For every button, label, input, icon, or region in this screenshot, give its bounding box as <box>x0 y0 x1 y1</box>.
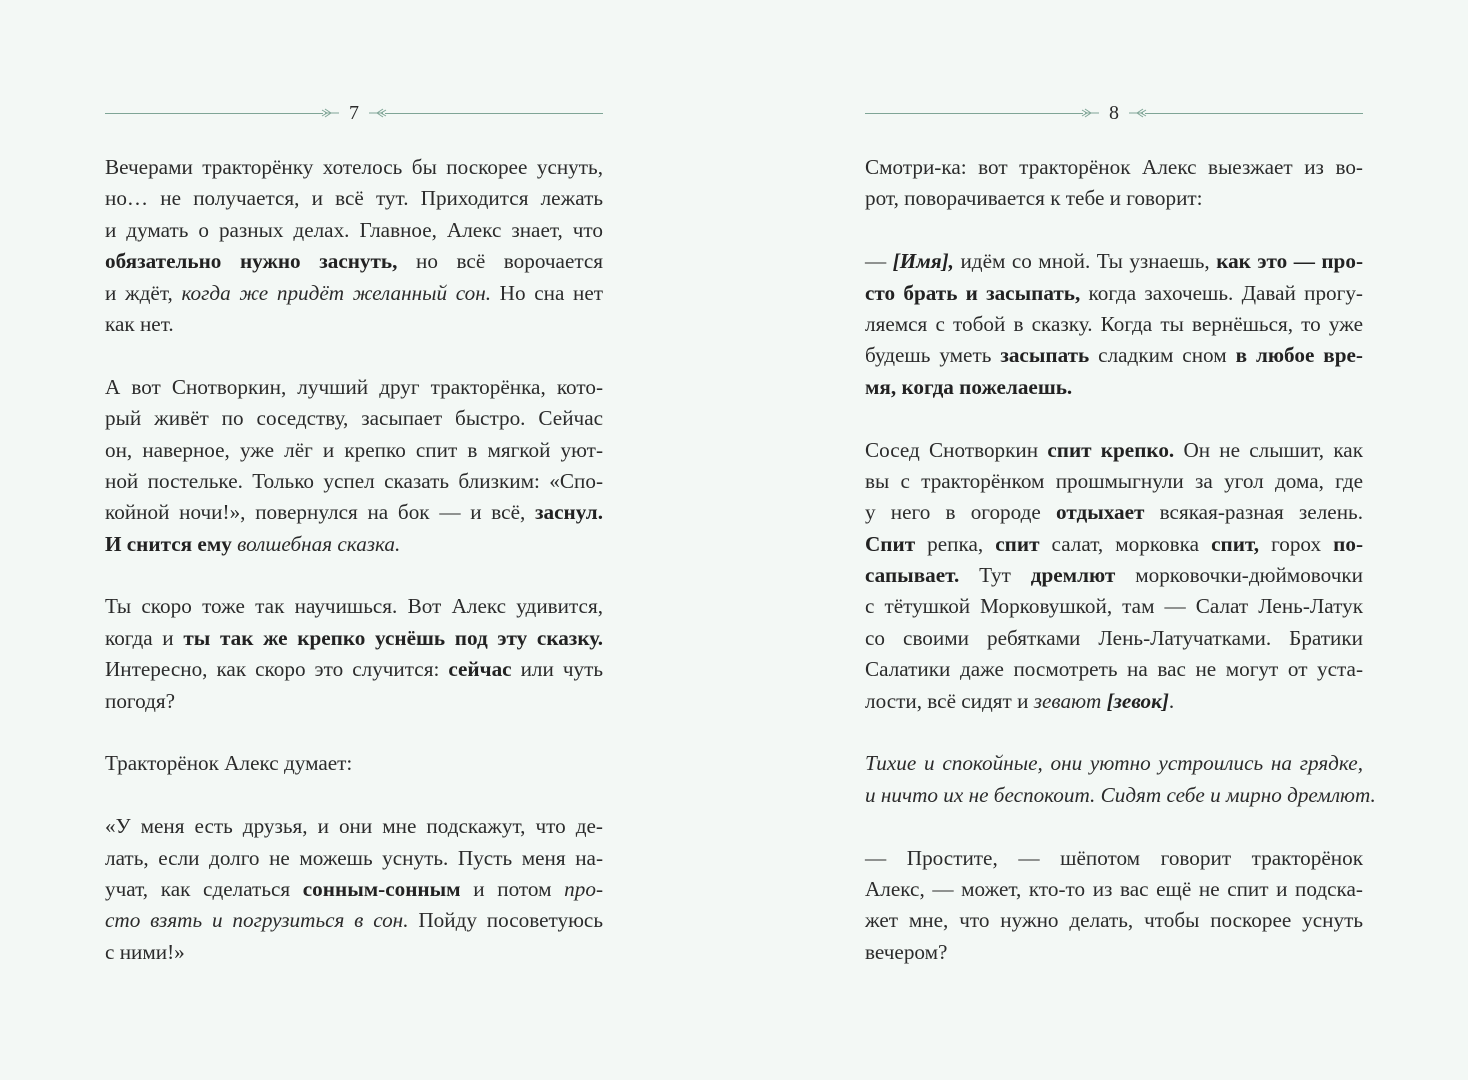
text-run: с ними!» <box>105 939 185 964</box>
italic-text: сто взять и погрузиться в сон. <box>105 908 409 933</box>
text-run: рый живёт по соседству, засыпает быстро. Сейчас <box>105 406 603 431</box>
bold-text: сонным-сонным <box>302 876 461 901</box>
body-text <box>865 152 1376 1000</box>
bold-text: ты так же крепко уснёшь под эту сказку. <box>183 625 603 650</box>
text-line <box>865 905 1363 936</box>
text-run: всякая-разная зелень. <box>1144 500 1363 525</box>
text-run: но всё ворочается <box>397 249 604 274</box>
text-run: лать, если долго не можешь уснуть. Пусть меня на- <box>105 845 603 870</box>
text-line <box>105 811 603 842</box>
text-run: Ты скоро тоже так научишься. Вот Алекс удивится, <box>105 594 603 619</box>
header-rule-right <box>385 113 603 114</box>
text-line <box>865 623 1363 654</box>
text-run: жет мне, что нужно делать, чтобы поскорее уснуть <box>865 908 1363 933</box>
page-number: 7 <box>349 102 359 124</box>
bold-text: сто брать и засыпать, <box>865 280 1081 305</box>
text-run: репка, <box>915 531 996 556</box>
body-text <box>105 152 603 1000</box>
text-line <box>105 183 603 214</box>
page-number: 8 <box>1109 102 1119 124</box>
text-line <box>105 215 603 246</box>
text-line <box>105 843 603 874</box>
text-line <box>105 623 603 654</box>
text-line <box>865 246 1363 277</box>
text-run: «У меня есть друзья, и они мне подскажут, что де- <box>105 814 603 839</box>
text-run: — Простите, — шёпотом говорит тракторёнок <box>865 845 1363 870</box>
paragraph <box>105 591 603 717</box>
text-line <box>105 152 603 183</box>
text-run: когда и <box>105 625 184 650</box>
text-line <box>105 309 603 340</box>
text-run: Пойду посоветуюсь <box>408 908 603 933</box>
text-line <box>105 937 603 968</box>
text-run: вечером? <box>865 939 948 964</box>
text-line <box>865 497 1363 528</box>
text-run: но… не получается, и всё тут. Приходится лежать <box>105 186 603 211</box>
text-line <box>865 560 1363 591</box>
bold-text: спит, <box>1211 531 1260 556</box>
text-run: погодя? <box>105 688 176 713</box>
text-run: Алекс, — может, кто-то из вас ещё не спит и подска- <box>865 876 1363 901</box>
text-run: ной постельке. Только успел сказать близким: «Спо- <box>105 468 603 493</box>
text-run: лости, всё сидят и <box>865 688 1034 713</box>
text-line <box>105 403 603 434</box>
text-line <box>865 340 1363 371</box>
text-line <box>105 278 603 309</box>
text-run: Тут <box>959 563 1031 588</box>
text-run: салат, морковка <box>1039 531 1212 556</box>
text-line <box>105 654 603 685</box>
text-run: учат, как сделаться <box>105 876 303 901</box>
italic-text: зевают <box>1033 688 1102 713</box>
text-run: Салатики даже посмотреть на вас не могут от уста- <box>865 657 1363 682</box>
text-line <box>865 466 1363 497</box>
text-line <box>865 591 1363 622</box>
text-line <box>865 874 1363 905</box>
bold-italic-text: [Имя], <box>892 249 954 274</box>
text-line <box>865 372 1363 403</box>
italic-text: и ничто их не беспокоит. Сидят себе и мирно дремлют. <box>865 782 1376 807</box>
text-run: вы с тракторёнком прошмыгнули за угол дома, где <box>865 468 1363 493</box>
page-right <box>865 0 1376 1080</box>
text-run: у него в огороде <box>865 500 1057 525</box>
bold-text: как это — про- <box>1216 249 1363 274</box>
text-line <box>865 843 1363 874</box>
text-line <box>865 278 1363 309</box>
bold-text: дремлют <box>1030 563 1116 588</box>
paragraph <box>865 748 1376 811</box>
text-line <box>865 654 1363 685</box>
bold-text: сейчас <box>448 657 512 682</box>
text-line <box>105 497 603 528</box>
text-run: он, наверное, уже лёг и крепко спит в мягкой уют- <box>105 437 603 462</box>
paragraph <box>105 748 603 779</box>
text-line <box>105 529 603 560</box>
text-run: Интересно, как скоро это случится: <box>105 657 449 682</box>
text-line <box>865 686 1363 717</box>
paragraph <box>105 811 603 968</box>
bold-text: Спит <box>865 531 916 556</box>
bold-text: засыпать <box>1000 343 1090 368</box>
text-run: идём со мной. Ты узнаешь, <box>953 249 1217 274</box>
text-line <box>865 748 1363 779</box>
text-run: и потом <box>460 876 565 901</box>
italic-text: волшебная сказка. <box>237 531 401 556</box>
text-run: . <box>1168 688 1175 713</box>
text-line <box>105 591 603 622</box>
text-run: с тётушкой Морковушкой, там — Салат Лень-Латук <box>865 594 1363 619</box>
italic-text: Тихие и спокойные, они уютно устроились на грядке, <box>865 751 1363 776</box>
bold-text: обязательно нужно заснуть, <box>105 249 398 274</box>
bold-text: спит <box>995 531 1040 556</box>
text-run: или чуть <box>511 657 604 682</box>
bold-text: мя, когда пожелаешь. <box>865 374 1073 399</box>
paragraph <box>865 152 1363 215</box>
text-run: морковочки-дюймовочки <box>1115 563 1363 588</box>
text-line <box>865 152 1363 183</box>
paragraph <box>105 372 603 560</box>
text-run: рот, поворачивается к тебе и говорит: <box>865 186 1203 211</box>
text-run: будешь уметь <box>865 343 1001 368</box>
bold-text: в любое вре- <box>1235 343 1363 368</box>
page-left <box>105 0 603 1080</box>
text-line <box>865 780 1376 811</box>
paragraph <box>865 246 1363 403</box>
page-header <box>865 100 1363 128</box>
bold-text: спит крепко. <box>1047 437 1175 462</box>
paragraph <box>865 843 1363 969</box>
text-line <box>865 183 1363 214</box>
text-run: и ждёт, <box>105 280 182 305</box>
paragraph <box>865 435 1363 718</box>
bold-text: заснул. <box>535 500 603 525</box>
text-run: как нет. <box>105 311 174 336</box>
text-run: Сосед Снотворкин <box>865 437 1048 462</box>
text-run: Но сна нет <box>491 280 604 305</box>
text-run: А вот Снотворкин, лучший друг тракторёнка, кото- <box>105 374 603 399</box>
bold-text: И снится ему <box>105 531 232 556</box>
bold-text: отдыхает <box>1056 500 1145 525</box>
bold-text: по- <box>1333 531 1363 556</box>
text-run: — <box>865 249 893 274</box>
text-run: со своими ребятками Лень-Латучатками. Братики <box>865 625 1363 650</box>
bold-italic-text: [зевок] <box>1106 688 1169 713</box>
italic-text: про- <box>564 876 603 901</box>
text-line <box>865 435 1363 466</box>
page-header <box>105 100 603 128</box>
text-line <box>865 309 1363 340</box>
text-run: койной ночи!», повернулся на бок — и всё, <box>105 500 536 525</box>
text-run: горох <box>1259 531 1334 556</box>
bold-text: сапывает. <box>865 563 960 588</box>
text-line <box>865 937 1363 968</box>
text-line <box>105 372 603 403</box>
text-run: Тракторёнок Алекс думает: <box>105 751 353 776</box>
text-run: сладким сном <box>1089 343 1236 368</box>
text-line <box>105 466 603 497</box>
text-line <box>105 748 603 779</box>
text-run: Смотри-ка: вот тракторёнок Алекс выезжает из во- <box>865 155 1363 179</box>
text-line <box>105 874 603 905</box>
text-line <box>105 905 603 936</box>
text-run: Он не слышит, как <box>1174 437 1363 462</box>
paragraph <box>105 152 603 340</box>
header-rule-right <box>1145 113 1363 114</box>
text-run: ляемся с тобой в сказку. Когда ты вернёшься, то уже <box>865 311 1363 336</box>
text-line <box>105 246 603 277</box>
text-run: когда захочешь. Давай прогу- <box>1080 280 1363 305</box>
text-run: и думать о разных делах. Главное, Алекс знает, что <box>105 217 603 242</box>
text-line <box>105 686 603 717</box>
text-line <box>105 435 603 466</box>
italic-text: когда же придёт желанный сон. <box>181 280 491 305</box>
text-run: Вечерами тракторёнку хотелось бы поскорее уснуть, <box>105 155 603 179</box>
text-line <box>865 529 1363 560</box>
